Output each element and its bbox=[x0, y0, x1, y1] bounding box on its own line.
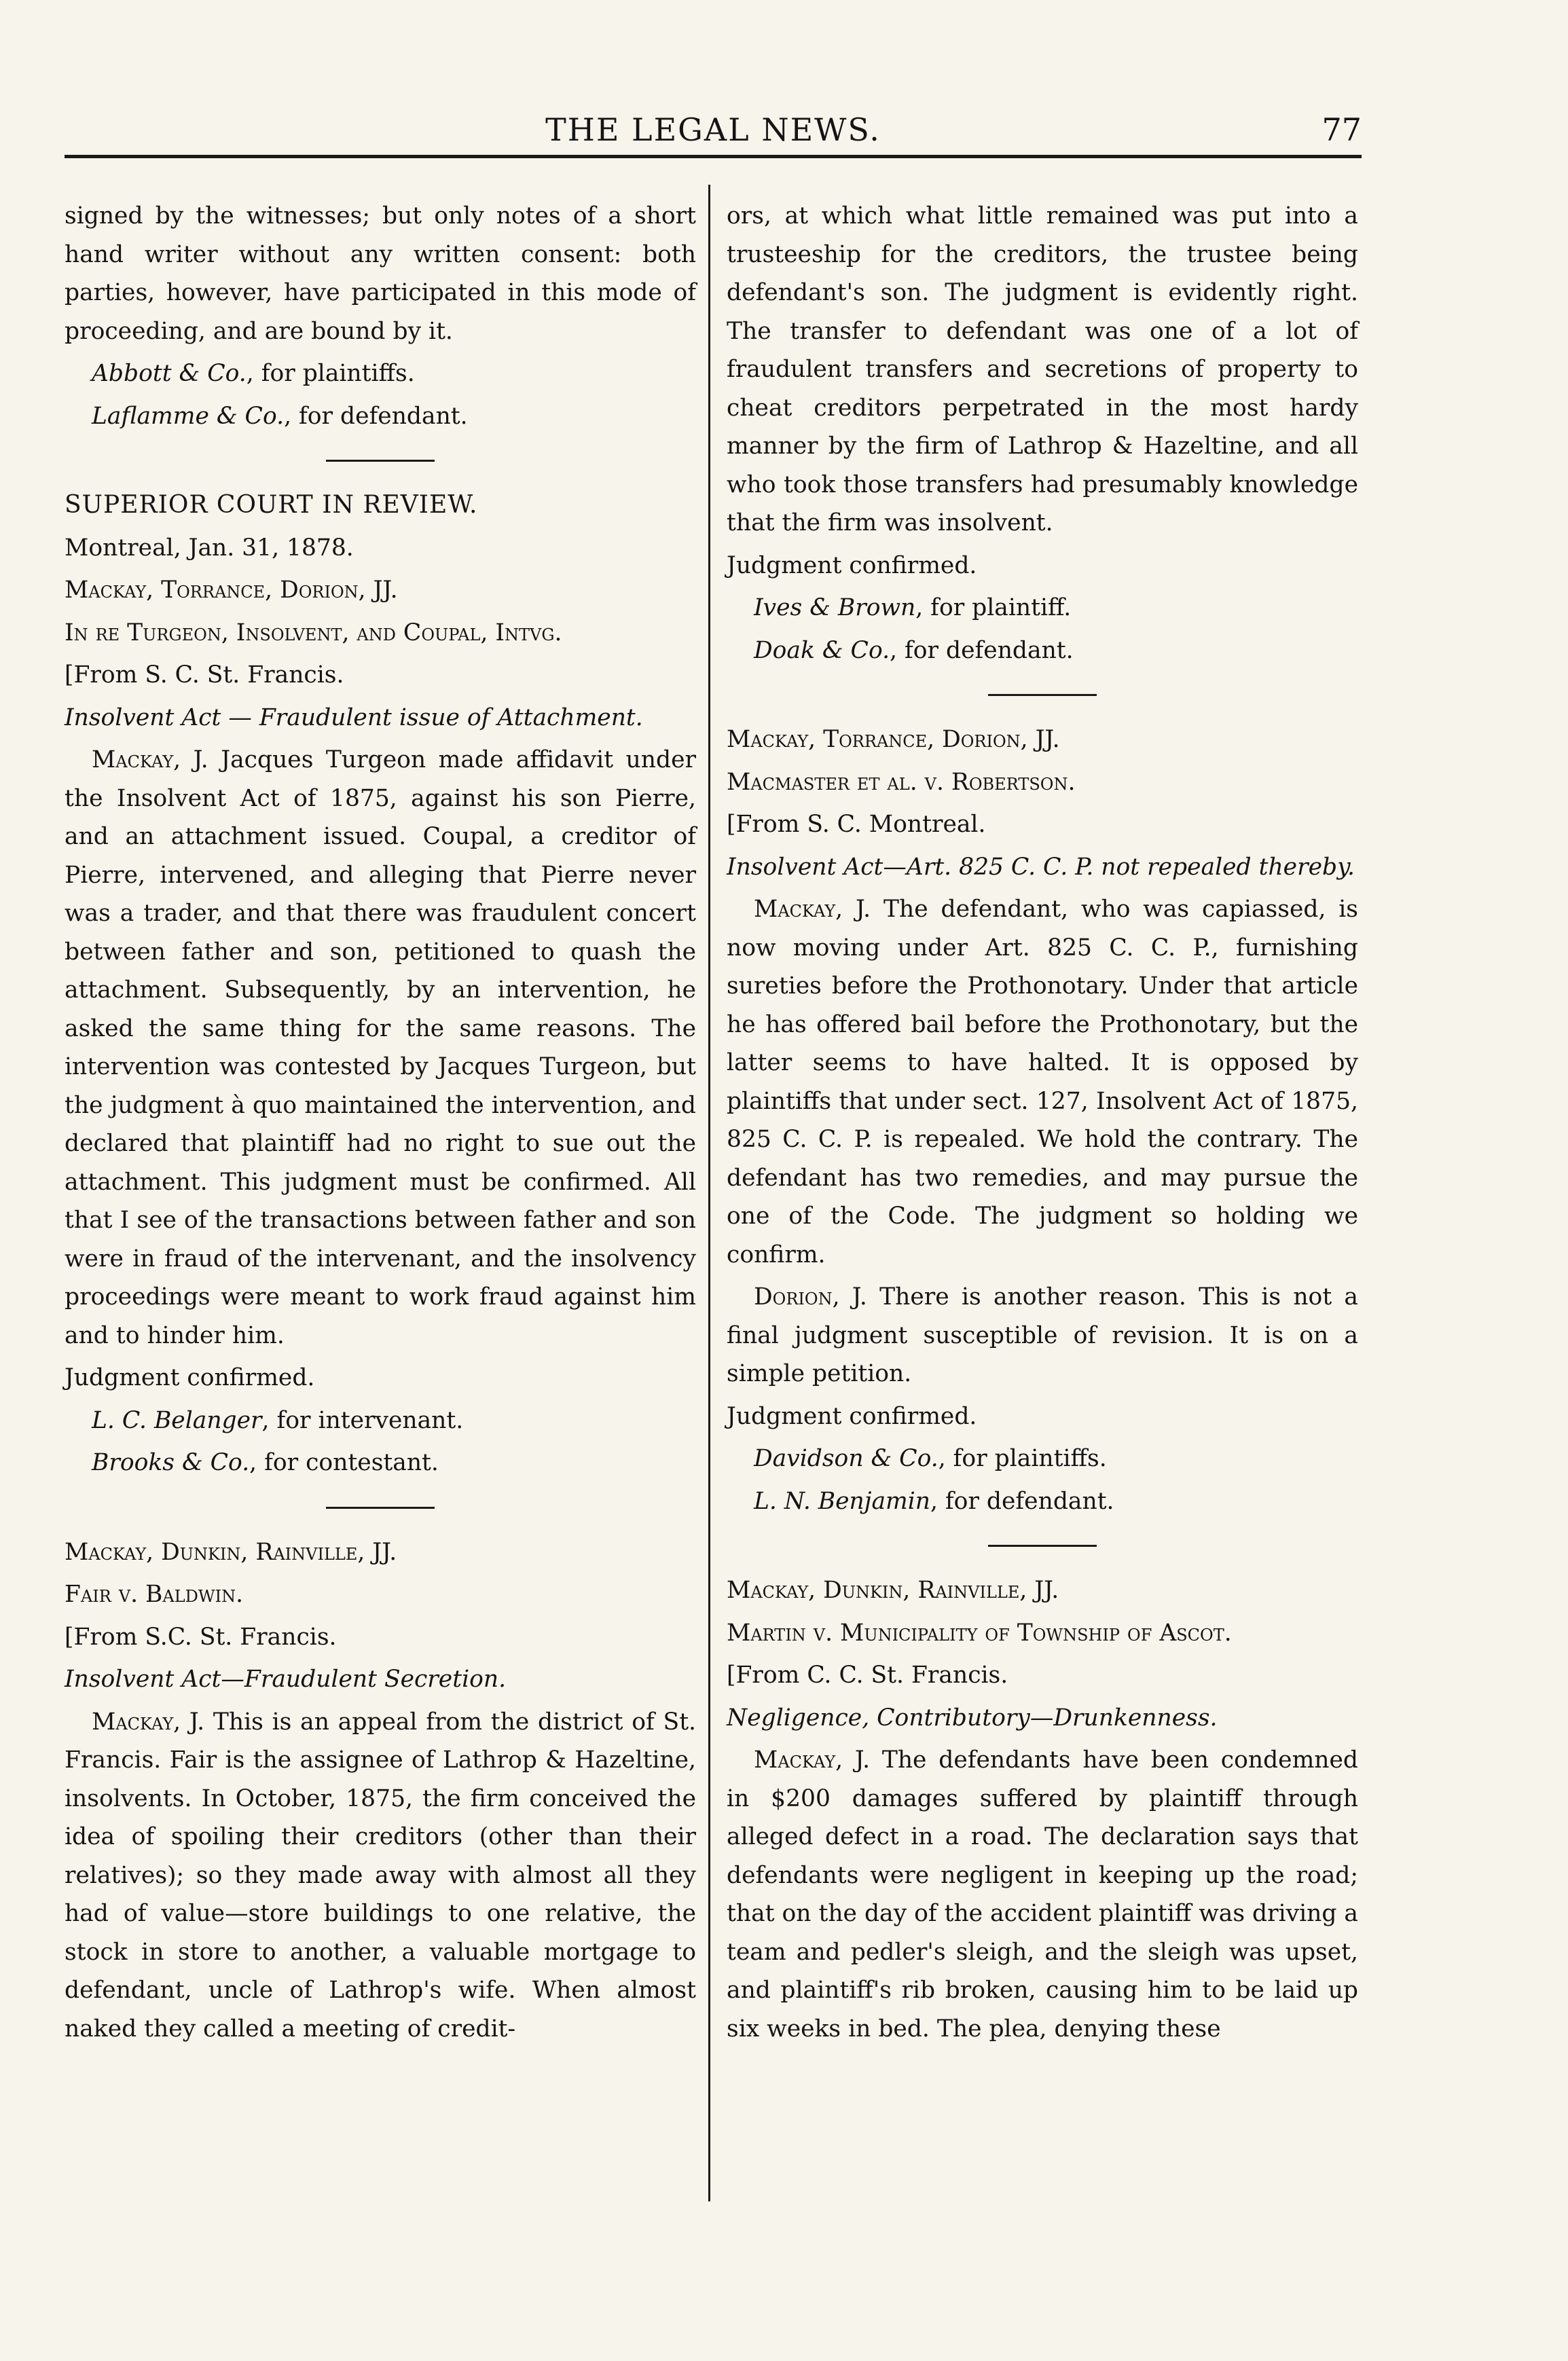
opinion-text: The defendant, who was capiassed, is now moving under Art. 825 C. C. P., furnishing sureties before the Prothonotary. Under that article he has offered bail before the Prothonotary, but the latter seems to have halted. It is opposed by plaintiffs that under sect. 127, Insolvent Act of 1875, 825 C. C. P. is repealed. We hold the contrary. The defendant has two remedies, and may pursue the one of the Code. The judgment so holding we confirm. bbox=[727, 896, 1359, 1268]
page-header bbox=[65, 102, 1362, 156]
counsel-name: L. C. Belanger bbox=[92, 1406, 262, 1434]
opinion-text: There is another reason. This is not a final judgment susceptible of revision. It is on a simple petition. bbox=[727, 1283, 1358, 1387]
case-judges: Mackay, Dunkin, Rainville, JJ. bbox=[727, 1577, 1059, 1604]
judge-name: Dorion, J. bbox=[754, 1283, 867, 1311]
continued-paragraph: ors, at which what little remained was put into a trusteeship for the creditors, the trustee being defendant's son. The judgment is evidently right. The transfer to defendant was one of a lot of fraudulent transfers and secretions of property to cheat creditors perpetrated in the most hardy manner by the firm of Lathrop & Hazeltine, and all who took those transfers had presumably knowledge that the firm was insolvent. bbox=[727, 202, 1358, 536]
counsel-role: , for defendant. bbox=[930, 1487, 1114, 1515]
counsel-role: , for plaintiffs. bbox=[938, 1445, 1107, 1472]
right-column bbox=[727, 197, 1358, 2048]
opinion-text: Jacques Turgeon made affidavit under the Insolvent Act of 1875, against his son Pierre, and an attachment issued. Coupal, a creditor of Pierre, intervened, and alleging that Pierre never was a trader, and that there was fraudulent concert between father and son, petitioned to quash the attachment. Subsequently, by an intervention, he asked the same thing for the same reasons. The intervention was contested by Jacques Turgeon, but the judgment à quo maintained the intervention, and declared that plaintiff had no right to sue out the attachment. This judgment must be confirmed. All that I see of the transactions between father and son were in fraud of the intervenant, and the insolvency proceedings were meant to work fraud against him and to hinder him. bbox=[65, 746, 696, 1349]
page-number: 77 bbox=[1321, 111, 1362, 148]
counsel-name: Davidson & Co. bbox=[754, 1445, 938, 1472]
header-rule bbox=[65, 155, 1362, 158]
case-judges: Mackay, Torrance, Dorion, JJ. bbox=[65, 576, 398, 604]
judge-name: Mackay, J. bbox=[92, 746, 208, 773]
counsel-line bbox=[65, 1402, 696, 1440]
judge-name: Mackay, J. bbox=[754, 896, 871, 923]
counsel-role: , for intervenant. bbox=[261, 1406, 464, 1434]
left-column bbox=[65, 197, 696, 2048]
case-judges: Mackay, Torrance, Dorion, JJ. bbox=[727, 726, 1060, 753]
counsel-line bbox=[65, 397, 696, 436]
judgment-line: Judgment confirmed. bbox=[727, 551, 977, 579]
counsel-name: Abbott & Co. bbox=[92, 360, 247, 387]
section-divider bbox=[988, 694, 1097, 696]
counsel-role: , for plaintiffs. bbox=[246, 360, 415, 387]
case-judges: Mackay, Dunkin, Rainville, JJ. bbox=[65, 1538, 397, 1566]
section-divider bbox=[988, 1545, 1097, 1547]
case-subject: Insolvent Act—Art. 825 C. C. P. not repealed thereby. bbox=[727, 853, 1355, 881]
counsel-line bbox=[727, 589, 1358, 627]
section-divider bbox=[326, 1507, 435, 1509]
judgment-line: Judgment confirmed. bbox=[727, 1402, 977, 1430]
judge-name: Mackay, J. bbox=[754, 1746, 871, 1774]
column-divider bbox=[708, 185, 710, 2201]
counsel-name: Laflamme & Co. bbox=[92, 402, 285, 430]
counsel-role: , for defendant. bbox=[284, 402, 468, 430]
counsel-line bbox=[727, 632, 1358, 670]
judgment-line: Judgment confirmed. bbox=[65, 1364, 315, 1391]
case-opinion bbox=[65, 1703, 696, 2049]
place-date: Montreal, Jan. 31, 1878. bbox=[65, 534, 354, 562]
counsel-role: , for contestant. bbox=[249, 1449, 439, 1476]
counsel-line bbox=[727, 1482, 1358, 1521]
case-subject: Negligence, Contributory—Drunkenness. bbox=[727, 1704, 1218, 1732]
case-title: Macmaster et al. v. Robertson. bbox=[727, 768, 1076, 796]
court-title: SUPERIOR COURT IN REVIEW. bbox=[65, 491, 478, 519]
case-opinion bbox=[65, 741, 696, 1355]
case-origin: [From C. C. St. Francis. bbox=[727, 1662, 1008, 1689]
case-opinion bbox=[727, 1741, 1358, 2048]
case-subject: Insolvent Act—Fraudulent Secretion. bbox=[65, 1666, 507, 1693]
judge-name: Mackay, J. bbox=[92, 1708, 205, 1736]
opinion-text: The defendants have been condemned in $200 damages suffered by plaintiff through alleged defect in a road. The declaration says that defendants were negligent in keeping up the road; that on the day of the accident plaintiff was driving a team and pedler's sleigh, and the sleigh was upset, and plaintiff's rib broken, causing him to be laid up six weeks in bed. The plea, denying these bbox=[727, 1746, 1359, 2043]
case-title: Fair v. Baldwin. bbox=[65, 1581, 244, 1608]
page-title: THE LEGAL NEWS. bbox=[545, 111, 881, 148]
case-title: In re Turgeon, Insolvent, and Coupal, Intvg. bbox=[65, 619, 562, 646]
counsel-name: Ives & Brown bbox=[754, 594, 916, 621]
case-origin: [From S. C. Montreal. bbox=[727, 811, 986, 838]
counsel-role: , for plaintiff. bbox=[915, 594, 1072, 621]
counsel-line bbox=[65, 354, 696, 393]
section-divider bbox=[326, 460, 435, 462]
case-title: Martin v. Municipality of Township of Ascot. bbox=[727, 1619, 1232, 1647]
case-origin: [From S.C. St. Francis. bbox=[65, 1623, 337, 1651]
counsel-line bbox=[727, 1440, 1358, 1478]
continued-paragraph: signed by the witnesses; but only notes of a short hand writer without any written consent: both parties, however, have participated in this mode of proceeding, and are bound by it. bbox=[65, 202, 696, 345]
case-opinion bbox=[727, 890, 1358, 1274]
counsel-name: L. N. Benjamin bbox=[754, 1487, 930, 1515]
counsel-line bbox=[65, 1444, 696, 1482]
case-subject: Insolvent Act — Fraudulent issue of Attachment. bbox=[65, 703, 643, 731]
opinion-text: This is an appeal from the district of St. Francis. Fair is the assignee of Lathrop & Hazeltine, insolvents. In October, 1875, the firm conceived the idea of spoiling their creditors (other than their relatives); so they made away with almost all they had of value—store buildings to one relative, the stock in store to another, a valuable mortgage to defendant, uncle of Lathrop's wife. When almost naked they called a meeting of credit- bbox=[65, 1708, 697, 2043]
case-origin: [From S. C. St. Francis. bbox=[65, 661, 344, 689]
counsel-name: Doak & Co. bbox=[754, 636, 890, 664]
case-opinion bbox=[727, 1278, 1358, 1393]
counsel-name: Brooks & Co. bbox=[92, 1449, 250, 1476]
counsel-role: , for defendant. bbox=[890, 636, 1074, 664]
